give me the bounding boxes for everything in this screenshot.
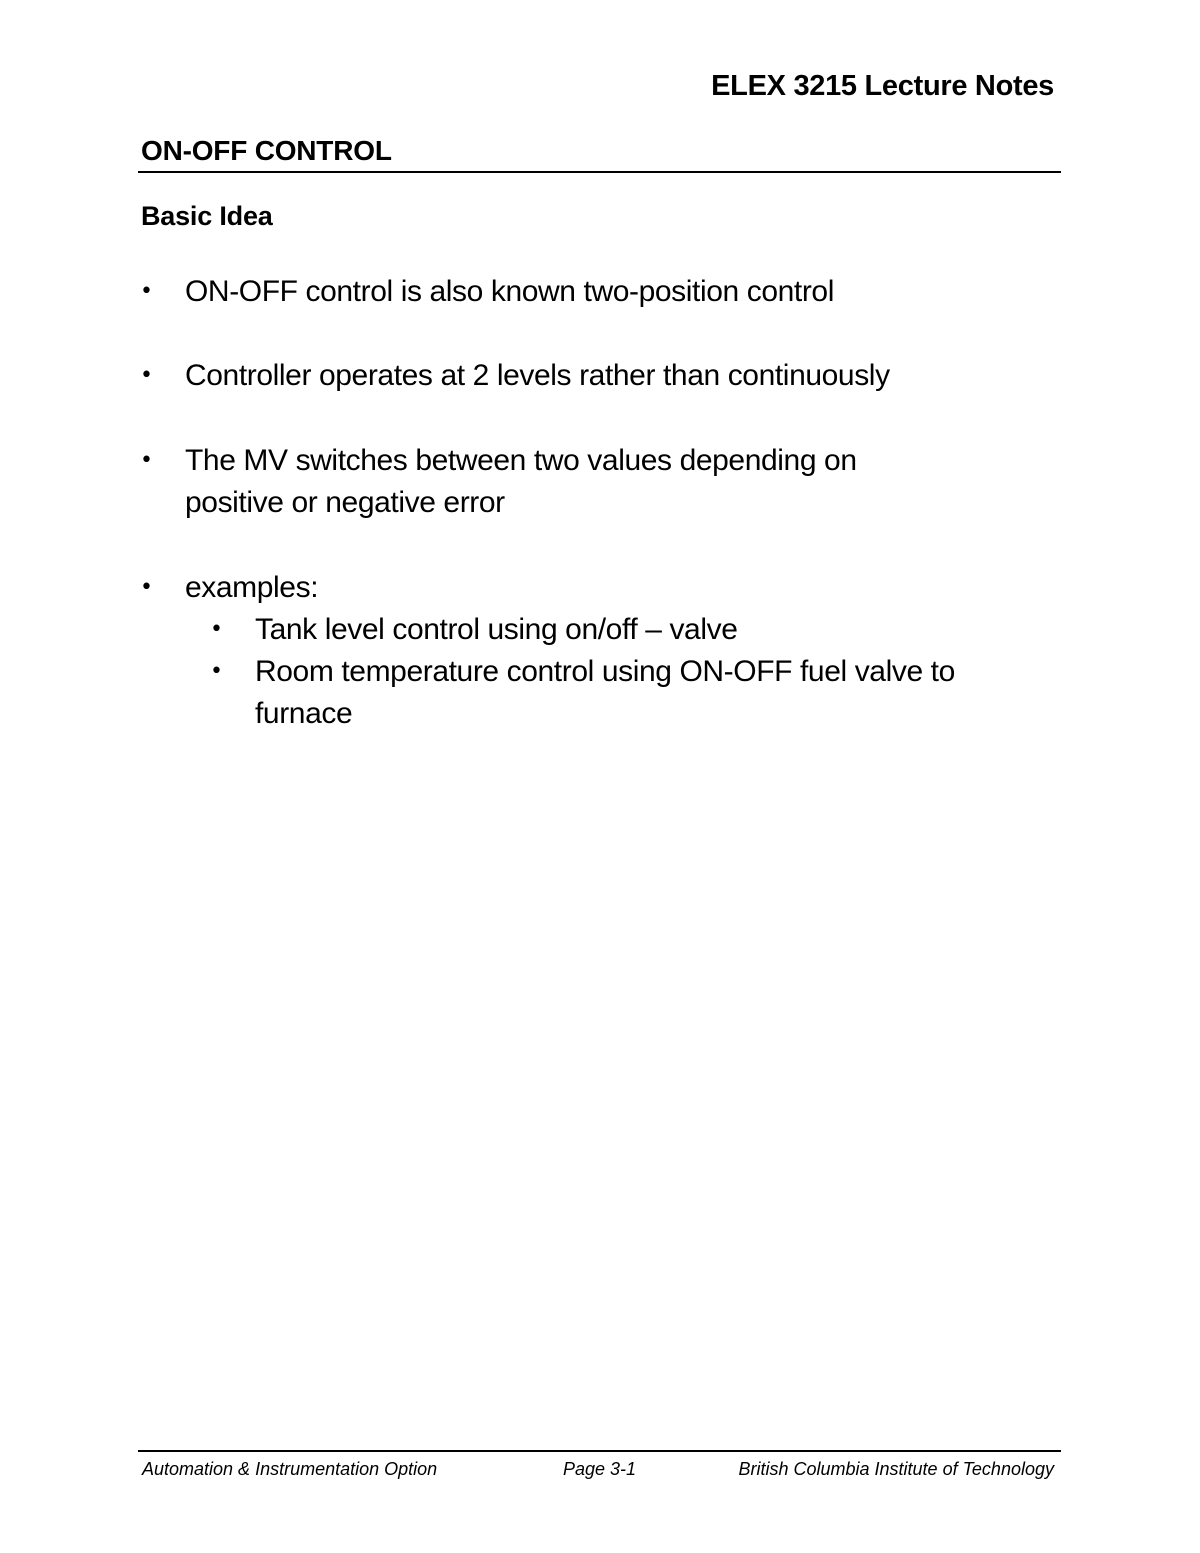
bullet-icon: •	[140, 575, 153, 600]
footer-divider	[138, 1450, 1061, 1452]
sub-list-item: Room temperature control using ON-OFF fuel valve to	[255, 655, 955, 688]
footer-page-number: Page 3-1	[563, 1459, 637, 1479]
footer-left-text: Automation & Instrumentation Option	[142, 1459, 438, 1479]
list-item: examples:	[185, 571, 319, 604]
footer-right-text: British Columbia Institute of Technology	[738, 1459, 1054, 1479]
list-item: Controller operates at 2 levels rather than continuously	[185, 359, 890, 392]
bullet-icon: •	[140, 279, 153, 304]
sub-bullet-icon: •	[210, 659, 223, 684]
list-item: The MV switches between two values depending on	[185, 444, 857, 477]
sub-list-item: Tank level control using on/off – valve	[255, 613, 738, 646]
sub-bullet-icon: •	[210, 617, 223, 642]
section-title: ON-OFF CONTROL	[141, 135, 392, 166]
list-item: ON-OFF control is also known two-position control	[185, 275, 834, 308]
subsection-title: Basic Idea	[141, 201, 273, 231]
list-item-continuation: positive or negative error	[185, 486, 505, 519]
title-divider	[138, 171, 1061, 173]
bullet-icon: •	[140, 363, 153, 388]
bullet-icon: •	[140, 448, 153, 473]
page-header-title: ELEX 3215 Lecture Notes	[711, 70, 1054, 102]
sub-list-item-continuation: furnace	[255, 697, 353, 730]
